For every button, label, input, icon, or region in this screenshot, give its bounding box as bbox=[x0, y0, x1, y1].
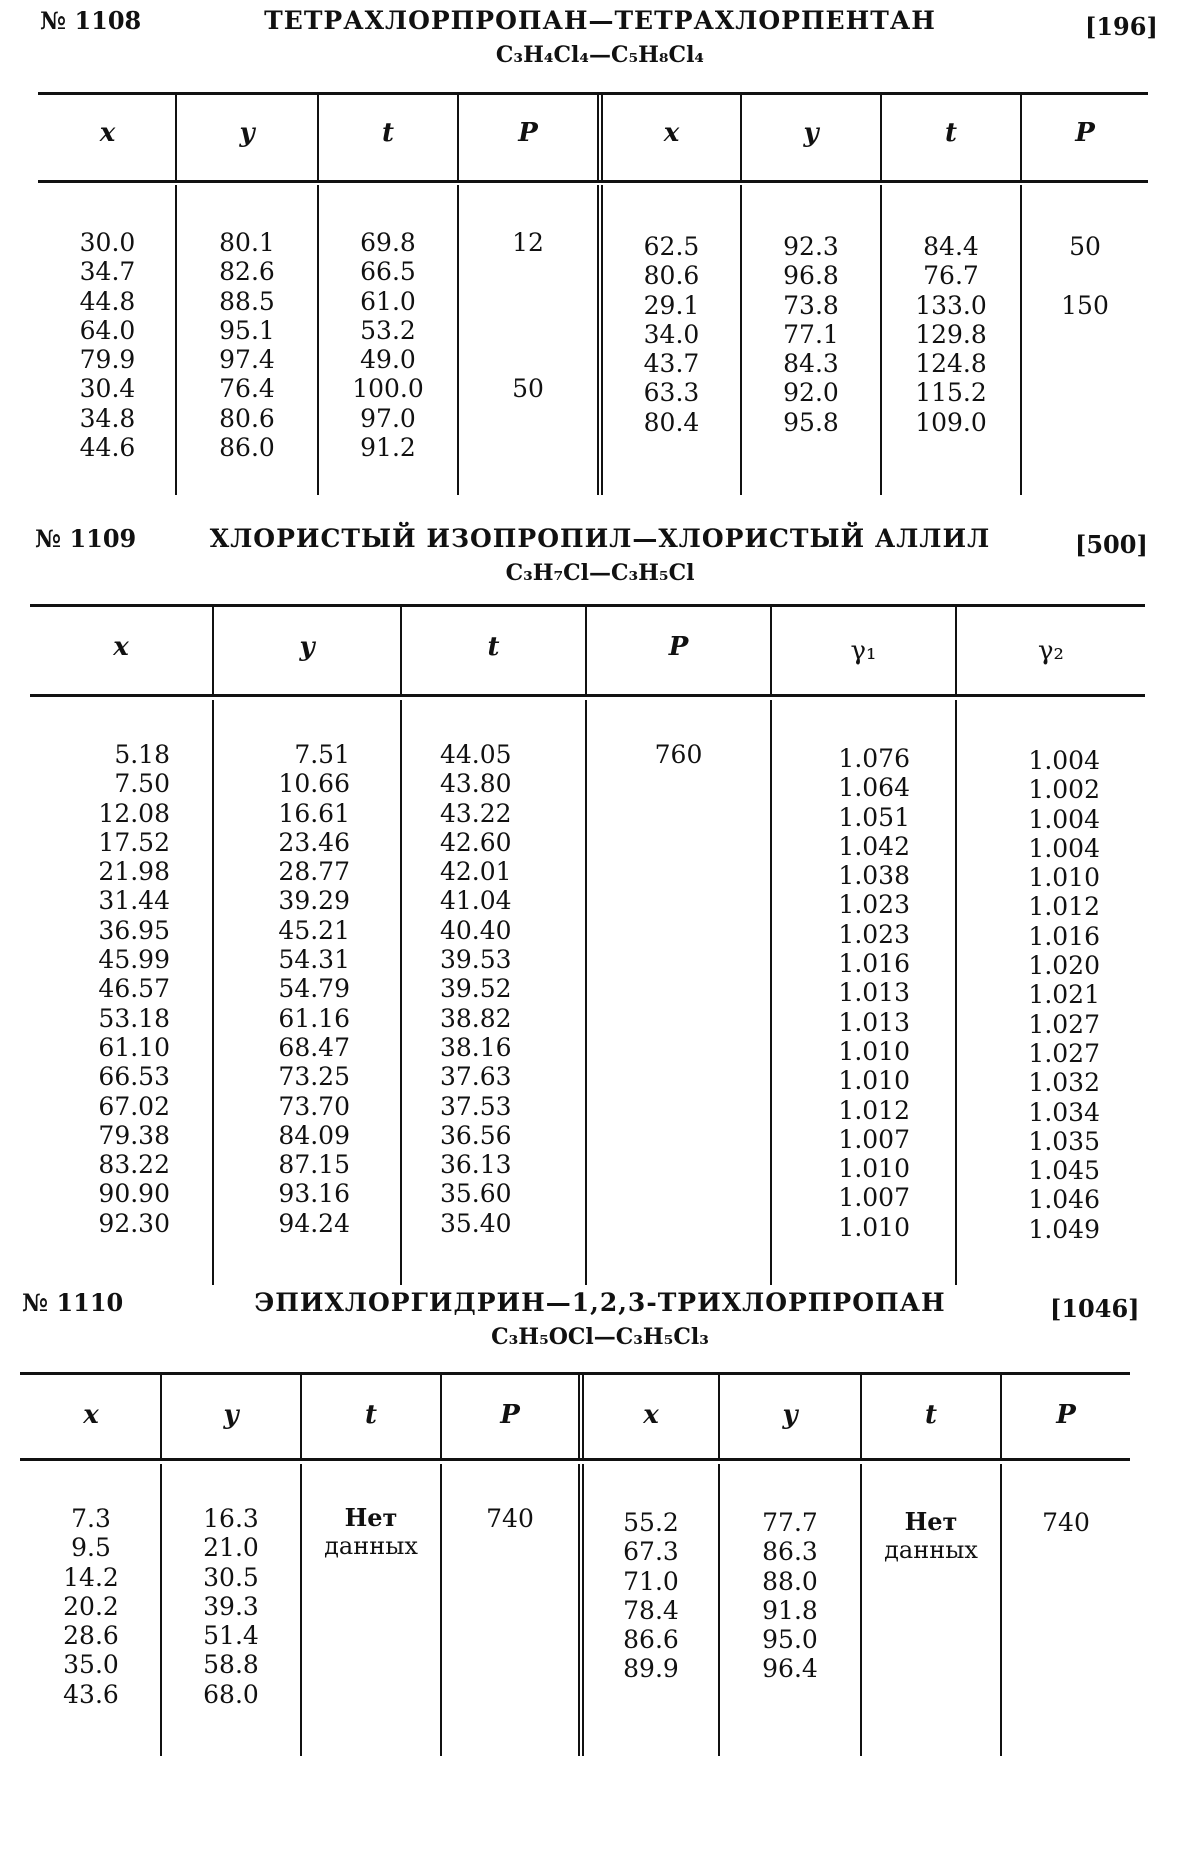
table-cell: 41.04 bbox=[440, 886, 512, 916]
table-cell: 1.012 bbox=[1028, 892, 1100, 922]
column-divider bbox=[585, 700, 587, 1285]
table-cell: 34.0 bbox=[643, 319, 700, 349]
table-title: ЭПИХЛОРГИДРИН—1,2,3-ТРИХЛОРПРОПАН bbox=[254, 1288, 946, 1317]
header-gamma-1: γ₁ bbox=[850, 636, 877, 666]
table-cell: 45.99 bbox=[98, 945, 170, 975]
table-cell: 80.6 bbox=[219, 403, 275, 433]
reference-number: [500] bbox=[1075, 530, 1148, 559]
table-cell: 58.8 bbox=[203, 1650, 259, 1680]
header-y: y bbox=[803, 118, 819, 148]
header-y: y bbox=[782, 1400, 798, 1430]
table-cell: 30.0 bbox=[79, 228, 136, 257]
header-t: t bbox=[924, 1400, 937, 1430]
column-divider bbox=[400, 700, 402, 1285]
table-cell bbox=[459, 287, 597, 316]
column-x bbox=[22, 1504, 160, 1709]
table-cell: 12 bbox=[512, 228, 544, 257]
section-1110 bbox=[0, 1282, 1200, 1762]
table-cell: 35.60 bbox=[440, 1179, 512, 1209]
table-cell: 82.6 bbox=[219, 257, 275, 287]
table-cell: 43.6 bbox=[63, 1679, 119, 1709]
table-cell: 80.6 bbox=[643, 261, 700, 291]
table-cell: 51.4 bbox=[203, 1621, 259, 1651]
table-number: № 1108 bbox=[40, 6, 142, 35]
table-cell: 39.52 bbox=[440, 974, 512, 1004]
table-cell: 54.79 bbox=[278, 974, 350, 1004]
table-cell: 88.0 bbox=[762, 1566, 818, 1596]
table-cell: 14.2 bbox=[63, 1562, 119, 1592]
table-cell: 9.5 bbox=[71, 1533, 111, 1563]
reference-number: [1046] bbox=[1050, 1294, 1140, 1323]
table-cell: 7.51 bbox=[294, 740, 350, 769]
table-cell: 1.027 bbox=[1028, 1009, 1100, 1039]
column-p bbox=[1022, 232, 1148, 320]
column-y bbox=[177, 228, 317, 462]
table-cell: 39.53 bbox=[440, 945, 512, 975]
column-p bbox=[1002, 1508, 1130, 1537]
table-cell: 1.016 bbox=[838, 949, 910, 979]
table-cell: 96.8 bbox=[783, 261, 839, 291]
table-cell: 1.012 bbox=[838, 1095, 910, 1125]
table-cell: 68.47 bbox=[278, 1032, 350, 1062]
table-cell: 67.02 bbox=[98, 1091, 170, 1121]
table-cell: 84.4 bbox=[923, 232, 979, 261]
header-bottom-rule bbox=[38, 180, 1148, 183]
table-cell: 76.4 bbox=[219, 374, 275, 404]
column-p bbox=[442, 1504, 578, 1533]
table-cell: 44.8 bbox=[79, 286, 136, 316]
table-cell: 31.44 bbox=[98, 886, 170, 916]
table-cell: 35.40 bbox=[440, 1208, 512, 1238]
table-cell: 61.16 bbox=[278, 1003, 350, 1033]
table-cell: 21.0 bbox=[203, 1533, 259, 1563]
table-cell: 23.46 bbox=[278, 827, 350, 857]
section-heading bbox=[0, 1282, 1200, 1362]
reference-number: [196] bbox=[1085, 12, 1158, 41]
header-x: x bbox=[663, 118, 680, 148]
column-y bbox=[742, 232, 880, 437]
table-cell: 42.60 bbox=[440, 827, 512, 857]
table-cell: 61.10 bbox=[98, 1032, 170, 1062]
table-cell: 64.0 bbox=[79, 315, 136, 345]
column-divider bbox=[212, 700, 214, 1285]
header-x: x bbox=[113, 632, 129, 662]
table-cell: 740 bbox=[486, 1504, 534, 1533]
table-cell: 77.7 bbox=[762, 1508, 818, 1537]
table-cell: 1.007 bbox=[838, 1183, 910, 1213]
table-cell: 150 bbox=[1061, 290, 1109, 320]
table-cell: 40.40 bbox=[440, 915, 512, 945]
table-cell: 61.0 bbox=[360, 286, 416, 316]
table-cell: 54.31 bbox=[278, 945, 350, 975]
table-cell: 90.90 bbox=[98, 1179, 170, 1209]
column-y bbox=[250, 740, 350, 1238]
column-y bbox=[720, 1508, 860, 1684]
table-cell: 1.004 bbox=[1028, 833, 1100, 863]
table-cell: 73.70 bbox=[278, 1091, 350, 1121]
table-cell: 43.7 bbox=[643, 349, 700, 379]
table-cell: 1.021 bbox=[1028, 980, 1100, 1010]
table-cell: 1.051 bbox=[838, 802, 910, 832]
table-cell: 79.9 bbox=[79, 345, 136, 375]
table-cell: 1.023 bbox=[838, 890, 910, 920]
column-gamma-1 bbox=[800, 744, 910, 1242]
table-cell: 68.0 bbox=[203, 1679, 259, 1709]
table-cell: 17.52 bbox=[98, 827, 170, 857]
column-x bbox=[70, 740, 170, 1238]
table-cell: 37.63 bbox=[440, 1062, 512, 1092]
table-cell: 1.007 bbox=[838, 1124, 910, 1154]
column-x bbox=[40, 228, 175, 462]
table-cell: 7.50 bbox=[114, 769, 170, 799]
header-bottom-rule bbox=[30, 694, 1145, 697]
table-cell: 91.8 bbox=[762, 1595, 818, 1625]
table-cell: 43.80 bbox=[440, 769, 512, 799]
no-data-note bbox=[302, 1504, 440, 1560]
table-formula: C₃H₇Cl—C₃H₅Cl bbox=[505, 560, 695, 586]
table-cell: 28.6 bbox=[63, 1621, 119, 1651]
table-cell: 1.038 bbox=[838, 861, 910, 891]
table-cell: 1.034 bbox=[1028, 1097, 1100, 1127]
no-data-line: данных bbox=[324, 1532, 418, 1560]
table-cell: 86.6 bbox=[623, 1625, 679, 1655]
table-cell: 760 bbox=[654, 740, 703, 769]
table-cell: 1.045 bbox=[1028, 1156, 1100, 1186]
header-x: x bbox=[643, 1400, 659, 1430]
table-cell: 94.24 bbox=[278, 1208, 350, 1238]
table-cell: 1.010 bbox=[838, 1212, 910, 1242]
table-cell: 63.3 bbox=[643, 378, 700, 408]
table-cell: 95.1 bbox=[219, 315, 275, 345]
table-formula: C₃H₅OCl—C₃H₅Cl₃ bbox=[491, 1324, 709, 1350]
table-cell: 35.0 bbox=[63, 1650, 119, 1680]
table-cell: 37.53 bbox=[440, 1091, 512, 1121]
table-number: № 1110 bbox=[22, 1288, 124, 1317]
column-y bbox=[162, 1504, 300, 1709]
header-t: t bbox=[944, 118, 957, 148]
table-cell: 109.0 bbox=[915, 407, 987, 437]
table-cell: 1.016 bbox=[1028, 921, 1100, 951]
table-cell: 84.09 bbox=[278, 1120, 350, 1150]
table-cell: 49.0 bbox=[360, 345, 416, 375]
table-cell: 10.66 bbox=[278, 769, 350, 799]
no-data-note bbox=[862, 1508, 1000, 1564]
table-cell bbox=[459, 257, 597, 286]
table-cell: 16.3 bbox=[203, 1504, 259, 1533]
table-cell bbox=[459, 404, 597, 433]
column-divider bbox=[955, 700, 957, 1285]
table-cell: 1.010 bbox=[1028, 863, 1100, 893]
header-p: P bbox=[1056, 1400, 1076, 1430]
table-cell: 80.1 bbox=[219, 228, 275, 257]
table-cell: 88.5 bbox=[219, 286, 275, 316]
table-cell: 115.2 bbox=[915, 378, 987, 408]
table-cell: 71.0 bbox=[623, 1566, 679, 1596]
column-gamma-2 bbox=[990, 746, 1100, 1244]
table-cell: 50 bbox=[1069, 232, 1101, 261]
table-cell bbox=[459, 316, 597, 345]
table-cell: 46.57 bbox=[98, 974, 170, 1004]
table-cell: 30.4 bbox=[79, 374, 136, 404]
table-cell: 91.2 bbox=[360, 433, 416, 463]
table-cell: 38.16 bbox=[440, 1032, 512, 1062]
table-top-rule bbox=[20, 1372, 1130, 1375]
table-cell: 1.049 bbox=[1028, 1214, 1100, 1244]
header-t: t bbox=[381, 118, 394, 148]
table-cell: 93.16 bbox=[278, 1179, 350, 1209]
table-cell: 12.08 bbox=[98, 798, 170, 828]
table-cell: 1.010 bbox=[838, 1154, 910, 1184]
table-title: ТЕТРАХЛОРПРОПАН—ТЕТРАХЛОРПЕНТАН bbox=[264, 6, 936, 35]
table-cell bbox=[1022, 261, 1148, 290]
table-cell: 43.22 bbox=[440, 798, 512, 828]
table-cell: 36.95 bbox=[98, 915, 170, 945]
table-title: ХЛОРИСТЫЙ ИЗОПРОПИЛ—ХЛОРИСТЫЙ АЛЛИЛ bbox=[209, 524, 991, 553]
table-cell: 83.22 bbox=[98, 1150, 170, 1180]
table-cell: 16.61 bbox=[278, 798, 350, 828]
table-cell bbox=[459, 433, 597, 462]
column-p bbox=[587, 740, 770, 769]
column-divider bbox=[770, 700, 772, 1285]
table-cell: 87.15 bbox=[278, 1150, 350, 1180]
table-cell: 39.29 bbox=[278, 886, 350, 916]
table-cell: 50 bbox=[512, 374, 544, 404]
table-cell: 97.0 bbox=[360, 403, 416, 433]
table-cell: 89.9 bbox=[623, 1654, 679, 1684]
table-cell: 84.3 bbox=[783, 349, 839, 379]
table-cell: 20.2 bbox=[63, 1591, 119, 1621]
table-cell: 1.046 bbox=[1028, 1185, 1100, 1215]
table-cell: 77.1 bbox=[783, 319, 839, 349]
header-t: t bbox=[487, 632, 500, 662]
header-x: x bbox=[99, 118, 116, 148]
column-t bbox=[440, 740, 540, 1238]
table-cell: 1.010 bbox=[838, 1036, 910, 1066]
table-cell: 28.77 bbox=[278, 857, 350, 887]
table-cell: 1.004 bbox=[1028, 746, 1100, 775]
table-cell: 21.98 bbox=[98, 857, 170, 887]
header-y: y bbox=[299, 632, 315, 662]
header-p: P bbox=[668, 632, 689, 662]
table-number: № 1109 bbox=[35, 524, 137, 553]
table-cell: 36.13 bbox=[440, 1150, 512, 1180]
table-cell: 67.3 bbox=[623, 1537, 679, 1567]
table-cell: 36.56 bbox=[440, 1120, 512, 1150]
header-bottom-rule bbox=[20, 1458, 1130, 1461]
table-cell: 34.7 bbox=[79, 257, 136, 287]
table-cell: 97.4 bbox=[219, 345, 275, 375]
header-p: P bbox=[518, 118, 538, 148]
table-cell: 5.18 bbox=[114, 740, 170, 769]
table-cell: 1.010 bbox=[838, 1066, 910, 1096]
header-p: P bbox=[500, 1400, 520, 1430]
no-data-line: Нет bbox=[904, 1507, 958, 1536]
table-cell: 38.82 bbox=[440, 1003, 512, 1033]
table-cell bbox=[459, 345, 597, 374]
table-cell: 30.5 bbox=[203, 1562, 259, 1592]
table-cell: 740 bbox=[1042, 1508, 1090, 1537]
table-cell: 73.8 bbox=[783, 290, 839, 320]
table-cell: 69.8 bbox=[360, 228, 416, 257]
table-cell: 7.3 bbox=[71, 1504, 111, 1533]
header-gamma-2: γ₂ bbox=[1038, 636, 1064, 666]
table-cell: 1.035 bbox=[1028, 1126, 1100, 1156]
table-cell: 1.076 bbox=[838, 744, 910, 773]
section-heading bbox=[0, 518, 1200, 598]
table-cell: 124.8 bbox=[915, 349, 987, 379]
table-cell: 62.5 bbox=[643, 232, 700, 261]
table-top-rule bbox=[38, 92, 1148, 95]
table-cell: 34.8 bbox=[79, 403, 136, 433]
table-top-rule bbox=[30, 604, 1145, 607]
table-cell: 29.1 bbox=[643, 290, 700, 320]
table-cell: 45.21 bbox=[278, 915, 350, 945]
table-cell: 78.4 bbox=[623, 1595, 679, 1625]
column-t bbox=[319, 228, 457, 462]
table-cell: 1.013 bbox=[838, 1007, 910, 1037]
table-cell: 86.0 bbox=[219, 433, 275, 463]
table-cell: 92.0 bbox=[783, 378, 839, 408]
column-x bbox=[584, 1508, 718, 1684]
table-cell: 44.05 bbox=[440, 740, 512, 769]
table-cell: 95.8 bbox=[783, 407, 839, 437]
no-data-line: Нет bbox=[344, 1503, 398, 1532]
table-cell: 129.8 bbox=[915, 319, 987, 349]
table-cell: 1.027 bbox=[1028, 1038, 1100, 1068]
table-cell: 76.7 bbox=[923, 261, 979, 291]
header-p: P bbox=[1075, 118, 1095, 148]
table-cell: 39.3 bbox=[203, 1591, 259, 1621]
header-t: t bbox=[364, 1400, 377, 1430]
table-cell: 1.004 bbox=[1028, 804, 1100, 834]
table-cell: 100.0 bbox=[352, 374, 424, 404]
table-cell: 53.18 bbox=[98, 1003, 170, 1033]
column-p bbox=[459, 228, 597, 462]
section-1109 bbox=[0, 518, 1200, 1278]
table-cell: 42.01 bbox=[440, 857, 512, 887]
table-cell: 1.032 bbox=[1028, 1068, 1100, 1098]
table-cell: 133.0 bbox=[915, 290, 987, 320]
table-cell: 79.38 bbox=[98, 1120, 170, 1150]
table-cell: 44.6 bbox=[79, 433, 136, 463]
no-data-line: данных bbox=[884, 1536, 978, 1564]
table-cell: 66.5 bbox=[360, 257, 416, 287]
table-cell: 66.53 bbox=[98, 1062, 170, 1092]
section-1108 bbox=[0, 0, 1200, 500]
header-y: y bbox=[223, 1400, 239, 1430]
table-cell: 73.25 bbox=[278, 1062, 350, 1092]
column-t bbox=[882, 232, 1020, 437]
column-x bbox=[603, 232, 740, 437]
table-cell: 96.4 bbox=[762, 1654, 818, 1684]
header-x: x bbox=[83, 1400, 99, 1430]
table-cell: 92.30 bbox=[98, 1208, 170, 1238]
table-cell: 53.2 bbox=[360, 315, 416, 345]
table-cell: 80.4 bbox=[643, 407, 700, 437]
section-heading bbox=[0, 0, 1200, 80]
table-cell: 1.064 bbox=[838, 773, 910, 803]
table-cell: 1.020 bbox=[1028, 951, 1100, 981]
table-cell: 1.013 bbox=[838, 978, 910, 1008]
table-cell: 1.002 bbox=[1028, 775, 1100, 805]
header-y: y bbox=[239, 118, 255, 148]
table-formula: C₃H₄Cl₄—C₅H₈Cl₄ bbox=[495, 42, 705, 68]
table-cell: 55.2 bbox=[623, 1508, 679, 1537]
table-cell: 1.023 bbox=[838, 919, 910, 949]
table-cell: 95.0 bbox=[762, 1625, 818, 1655]
table-cell: 1.042 bbox=[838, 831, 910, 861]
table-cell: 92.3 bbox=[783, 232, 839, 261]
table-cell: 86.3 bbox=[762, 1537, 818, 1567]
